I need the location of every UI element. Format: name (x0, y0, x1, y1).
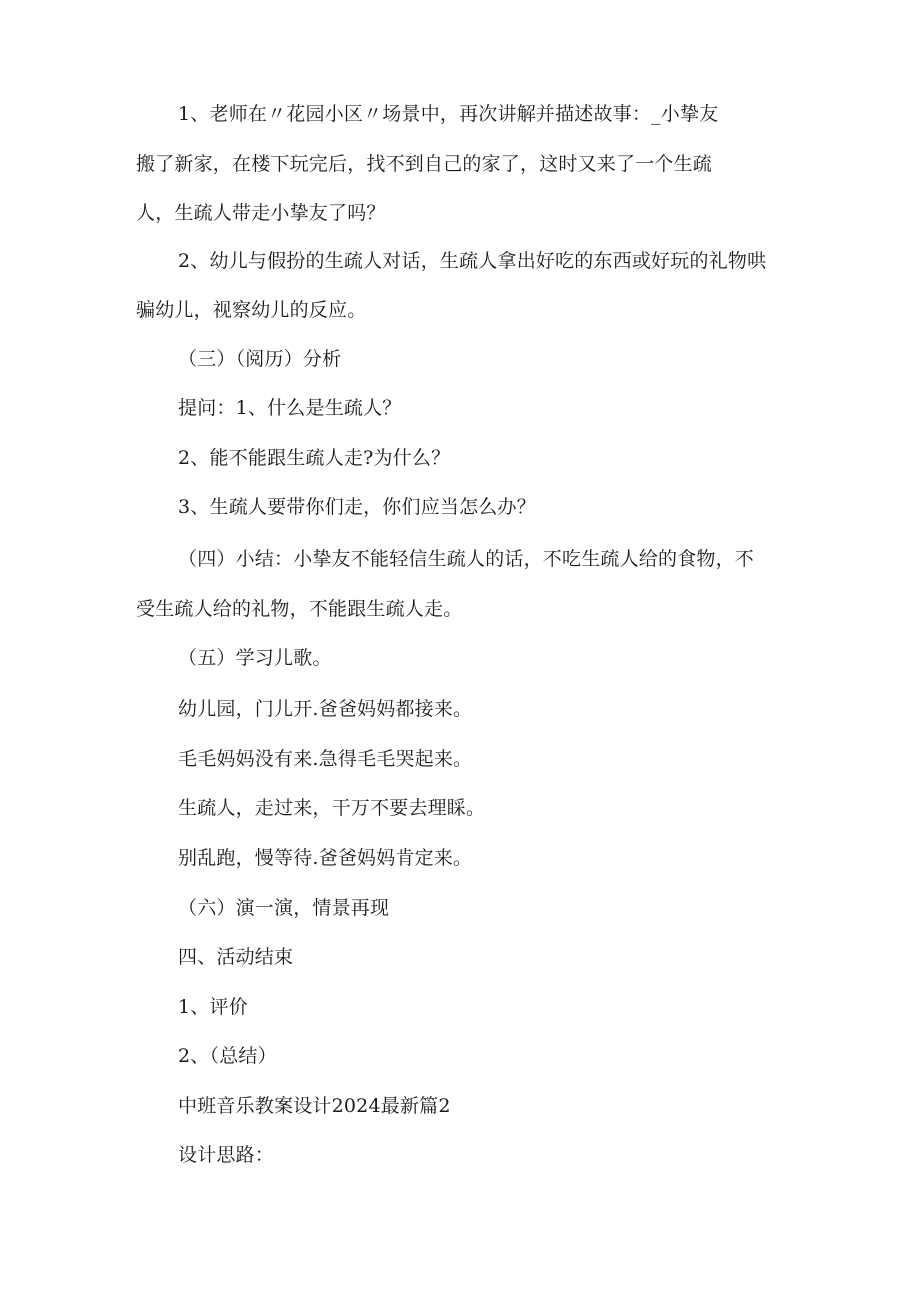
story-step-2-line-1: 2、幼儿与假扮的生疏人对话，生疏人拿出好吃的东西或好玩的礼物哄 (178, 250, 767, 272)
question-1: 提问：1、什么是生疏人？ (178, 397, 402, 419)
story-step-2-line-2: 骗幼儿，视察幼儿的反应。 (136, 299, 367, 321)
end-item-1: 1、评价 (178, 996, 248, 1018)
song-line-4: 别乱跑，慢等待.爸爸妈妈肯定来。 (178, 847, 473, 869)
story-step-1-line-2: 搬了新家，在楼下玩完后，找不到自己的家了，这时又来了一个生疏 (136, 153, 713, 175)
song-line-3: 生疏人，走过来，干万不要去理睬。 (178, 797, 486, 819)
story-step-1-line-1: 1、老师在〃花园小区〃场景中，再次讲解并描述故事：_小挚友 (178, 103, 719, 125)
section-heading-analysis: （三）（阅历）分析 (178, 348, 342, 370)
section-heading-song: （五）学习儿歌。 (178, 647, 332, 669)
story-step-1-line-3: 人，生疏人带走小挚友了吗？ (136, 202, 386, 224)
lesson-title: 中班音乐教案设计2024最新篇2 (178, 1095, 451, 1117)
song-line-1: 幼儿园，门儿开.爸爸妈妈都接来。 (178, 698, 473, 720)
summary-line-2: 受生疏人给的礼物，不能跟生疏人走。 (136, 598, 463, 620)
end-item-2: 2、（总结） (178, 1045, 277, 1067)
summary-line-1: （四）小结：小挚友不能轻信生疏人的话，不吃生疏人给的食物，不 (178, 548, 755, 570)
question-2: 2、能不能跟生疏人走?为什么？ (178, 447, 451, 469)
question-3: 3、生疏人要带你们走，你们应当怎么办？ (178, 496, 536, 518)
section-heading-act: （六）演一演，情景再现 (178, 897, 390, 919)
song-line-2: 毛毛妈妈没有来.急得毛毛哭起来。 (178, 748, 473, 770)
section-heading-end: 四、活动结束 (178, 946, 294, 968)
design-idea-heading: 设计思路： (178, 1144, 275, 1166)
